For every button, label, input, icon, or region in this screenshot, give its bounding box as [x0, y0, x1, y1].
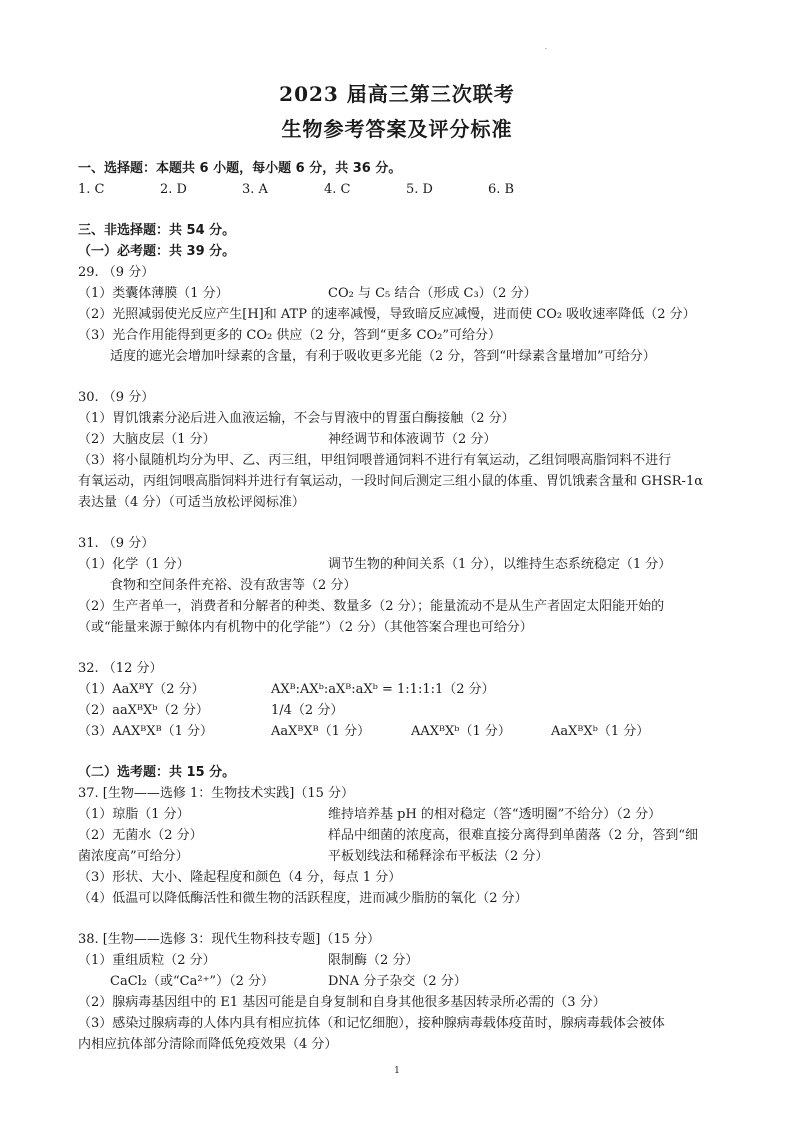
q29-line4: 适度的遮光会增加叶绿素的含量，有利于吸收更多光能（2 分，答到“叶绿素含量增加”可给分）: [110, 349, 656, 364]
required-subheading: （一）必考题：共 39 分。: [78, 244, 236, 259]
q30-line4: 有氧运动，丙组饲喂高脂饲料并进行有氧运动，一段时间后测定三组小鼠的体重、胃饥饿素含量和 GHSR-1α: [78, 474, 703, 489]
choice-answers: [78, 181, 514, 199]
q30-line2a: （2）大脑皮层（1 分）: [78, 432, 216, 447]
q38-line2b: DNA 分子杂交（2 分）: [328, 974, 467, 989]
q38-line1b: 限制酶（2 分）: [328, 953, 419, 968]
q32-line1b: AXᴮ:AXᵇ:aXᴮ:aXᵇ = 1:1:1:1（2 分）: [271, 682, 495, 697]
answer-6: 6. B: [488, 182, 515, 197]
q37-line4: （3）形状、大小、隆起程度和颜色（4 分，每点 1 分）: [78, 870, 402, 885]
answer-5: 5. D: [406, 182, 433, 197]
q37-line1b: 维持培养基 pH 的相对稳定（答“透明圈”不给分）（2 分）: [328, 807, 662, 822]
answer-2: 2. D: [160, 182, 187, 197]
q32-line1a: （1）AaXᴮY（2 分）: [78, 682, 205, 697]
q32-line3b: AaXᴮXᴮ（1 分）: [271, 724, 371, 739]
answer-3: 3. A: [242, 182, 268, 197]
optional-subheading: （二）选考题：共 15 分。: [78, 765, 236, 780]
q31-line1a: （1）化学（1 分）: [78, 557, 190, 572]
q38-line2a: CaCl₂（或“Ca²⁺”）（2 分）: [110, 974, 274, 989]
q32-line3c: AAXᴮXᵇ（1 分）: [411, 724, 511, 739]
corner-mark: .: [545, 44, 547, 51]
q38-line1a: （1）重组质粒（2 分）: [78, 953, 216, 968]
q37-line5: （4）低温可以降低酶活性和微生物的活跃程度，进而减少脂肪的氧化（2 分）: [78, 891, 528, 906]
q29-heading: 29. （9 分）: [78, 265, 155, 280]
q38-line5: 内相应抗体部分清除而降低免疫效果（4 分）: [78, 1037, 338, 1052]
answer-1: 1. C: [78, 182, 105, 197]
page-number: 1: [394, 1066, 400, 1076]
q37-line3b: 平板划线法和稀释涂布平板法（2 分）: [328, 849, 549, 864]
q30-heading: 30. （9 分）: [78, 390, 155, 405]
q31-line4: （或“能量来源于鲸体内有机物中的化学能”）（2 分）（其他答案合理也可给分）: [78, 620, 533, 635]
exam-title: 2023 届高三第三次联考: [279, 82, 515, 106]
q37-heading: 37. [生物——选修 1：生物技术实践]（15 分）: [78, 786, 355, 801]
q38-heading: 38. [生物——选修 3：现代生物科技专题]（15 分）: [78, 932, 381, 947]
q38-line4: （3）感染过腺病毒的人体内具有相应抗体（和记忆细胞），接种腺病毒载体疫苗时，腺病毒载体会被体: [78, 1016, 665, 1031]
q32-line3d: AaXᴮXᵇ（1 分）: [551, 724, 650, 739]
q30-line2b: 神经调节和体液调节（2 分）: [328, 432, 497, 447]
q37-line1a: （1）琼脂（1 分）: [78, 807, 190, 822]
q30-line1: （1）胃饥饿素分泌后进入血液运输，不会与胃液中的胃蛋白酶接触（2 分）: [78, 411, 515, 426]
q32-line2b: 1/4（2 分）: [271, 703, 344, 718]
q30-line3: （3）将小鼠随机均分为甲、乙、丙三组，甲组饲喂普通饲料不进行有氧运动，乙组饲喂高脂饲料不进行: [78, 453, 672, 468]
q29-line1a: （1）类囊体薄膜（1 分）: [78, 286, 229, 301]
q37-line2b: 样品中细菌的浓度高，很难直接分离得到单菌落（2 分，答到“细: [328, 828, 699, 843]
q32-line3a: （3）AAXᴮXᴮ（1 分）: [78, 724, 213, 739]
q37-line2a: （2）无菌水（2 分）: [78, 828, 203, 843]
q38-line3: （2）腺病毒基因组中的 E1 基因可能是自身复制和自身其他很多基因转录所必需的（3 分）: [78, 995, 606, 1010]
q29-line1b: CO₂ 与 C₅ 结合（形成 C₃）（2 分）: [328, 286, 537, 301]
q37-line3: 菌浓度高”可给分）: [78, 849, 189, 864]
q32-line2a: （2）aaXᴮXᵇ（2 分）: [78, 703, 209, 718]
q31-line2: 食物和空间条件充裕、没有敌害等（2 分）: [110, 578, 357, 593]
q30-line5: 表达量（4 分）（可适当放松评阅标准）: [78, 495, 305, 510]
q29-line3: （3）光合作用能得到更多的 CO₂ 供应（2 分，答到“更多 CO₂”可给分）: [78, 328, 501, 343]
answer-4: 4. C: [324, 182, 351, 197]
section-choice-heading: 一、选择题：本题共 6 小题，每小题 6 分，共 36 分。: [78, 161, 402, 176]
document-title: 生物参考答案及评分标准: [281, 117, 513, 141]
q32-heading: 32. （12 分）: [78, 661, 163, 676]
q29-line2: （2）光照减弱使光反应产生[H]和 ATP 的速率减慢，导致暗反应减慢，进而使 CO₂ 吸收速率降低（2 分）: [78, 307, 696, 322]
q31-line1b: 调节生物的种间关系（1 分），以维持生态系统稳定（1 分）: [328, 557, 672, 572]
q31-heading: 31. （9 分）: [78, 536, 155, 551]
section-nonchoice-heading: 三、非选择题：共 54 分。: [78, 223, 236, 238]
q31-line3: （2）生产者单一，消费者和分解者的种类、数量多（2 分）；能量流动不是从生产者固定太阳能开始的: [78, 599, 665, 614]
